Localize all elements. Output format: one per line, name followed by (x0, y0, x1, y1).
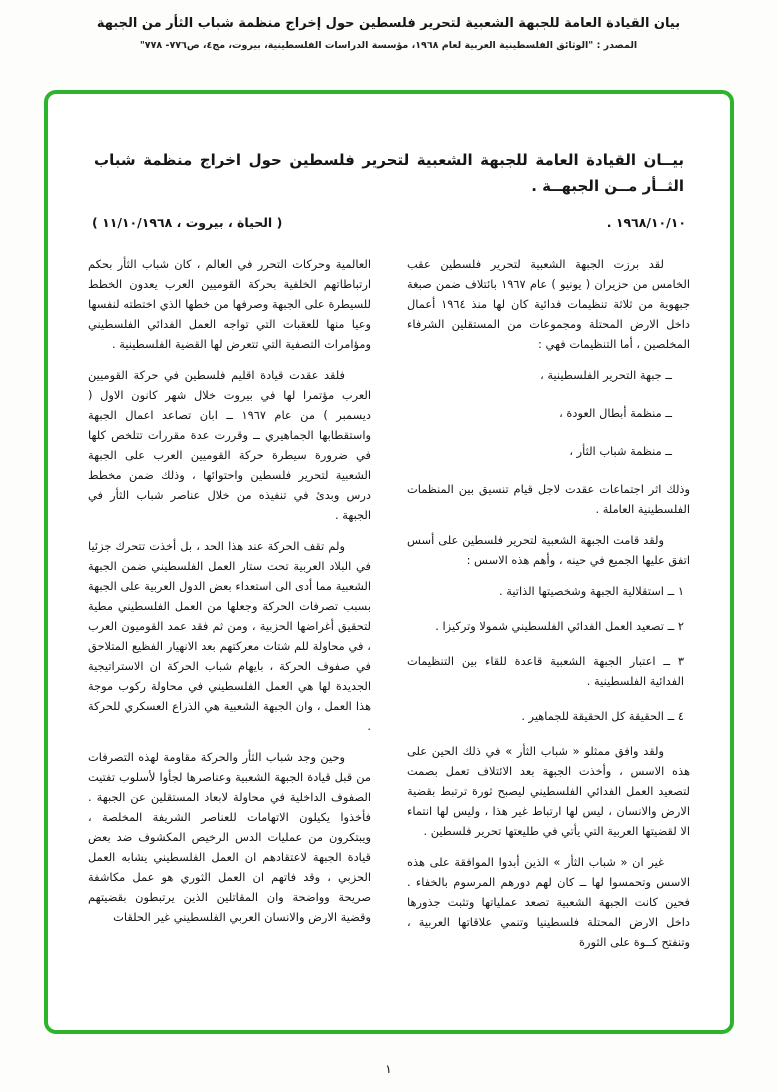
paragraph: ٢ ــ تصعيد العمل الفدائي الفلسطيني شمولا وتركيزا . (435, 619, 684, 633)
paragraph: ٤ ــ الحقيقة كل الحقيقة للجماهير . (521, 709, 684, 723)
paragraph: ــ جبهة التحرير الفلسطينية ، (540, 368, 672, 382)
document-heading: بيان القيادة العامة للجبهة الشعبية لتحرير فلسطين حول إخراج منظمة شباب الثأر من الجبهة (96, 16, 681, 31)
page-number: ١ (385, 1062, 392, 1076)
paragraph: ١ ــ استقلالية الجبهة وشخصيتها الذاتية . (498, 584, 684, 598)
document-body (88, 254, 690, 963)
paragraph: ٣ ــ اعتبار الجبهة الشعبية قاعدة للقاء بين التنظيمات الفدائية الفلسطينية . (407, 654, 684, 688)
paragraph: ولقد وافق ممثلو « شباب الثأر » في ذلك الحين على هذه الاسس ، وأخذت الجبهة بعد الائتلاف تعمل بصمت لتصعيد العمل الفدائي الفلسطيني ليصبح ثورة ترتبط بقضية الارض والانسان ، ليس لها ارتباط غير هذا ، وليس لها انتماء الا لقضيتها العربية التي يأتي في طليعتها تحرير فلسطين . (407, 744, 690, 838)
paragraph: فلقد عقدت قيادة اقليم فلسطين في حركة القوميين العرب مؤتمرا لها في بيروت خلال شهر كانون الاول ( ديسمبر ) من عام ١٩٦٧ ــ ابان تصاعد اعمال الجبهة واستقطابها الجماهيري ــ وقررت عدة مقررات تتلخص كلها في ضرورة سيطرة حركة القوميين العرب على الجبهة الشعبية لتحرير فلسطين واحتوائها ، وذلك ضمن مخطط درس وبدئ في تنفيذه من خلال عناصر شباب الثأر في الجبهة . (88, 368, 371, 522)
paragraph: ــ منظمة أبطال العودة ، (559, 406, 672, 420)
paragraph: وذلك اثر اجتماعات عقدت لاجل قيام تنسيق بين المنظمات الفلسطينية العاملة . (407, 482, 690, 516)
column-left (88, 254, 371, 963)
document-frame (44, 90, 734, 1034)
statement-date: ١٩٦٨/١٠/١٠ . (606, 215, 686, 230)
statement-title (94, 148, 684, 199)
date-row (92, 215, 686, 230)
page-header (0, 0, 777, 51)
paragraph: العالمية وحركات التحرر في العالم ، كان شباب الثأر بحكم ارتباطاتهم الخلفية بحركة القوميين العرب يعدون الخطط للسيطرة على الجبهة وصرفها من خطها الذي اختطته لنفسها وعيا منها للعقبات التي تواجه العمل الفدائي الفلسطيني ومؤامرات التصفية التي تتعرض لها القضية الفلسطينية . (88, 257, 371, 351)
paragraph: غير ان « شباب الثأر » الذين أبدوا الموافقة على هذه الاسس وتحمسوا لها ــ كان لهم دورهم المرسوم بالخفاء . فحين كانت الجبهة الشعبية تصعد عملياتها وتثبت جذورها داخل الارض المحتلة فلسطينيا وتنمي علاقاتها العربية ، وتنفتح كــوة على الثورة (407, 855, 690, 949)
statement-title-line2: الثــأر مــن الجبهــة . (531, 176, 684, 195)
column-right (407, 254, 690, 963)
publication-citation: ( الحياة ، بيروت ، ١١/١٠/١٩٦٨ ) (92, 215, 283, 230)
source-citation: المصدر : "الوثائق الفلسطينية العربية لعام ١٩٦٨، مؤسسة الدراسات الفلسطينية، بيروت، مج٤، ص٧٧٦- ٧٧٨" (139, 40, 638, 51)
statement-title-line1: بيــان القيادة العامة للجبهة الشعبية لتحرير فلسطين حول اخراج منظمة شباب (94, 151, 684, 169)
paragraph: ولقد قامت الجبهة الشعبية لتحرير فلسطين على أسس اتفق عليها الجميع في حينه ، وأهم هذه الاسس : (407, 533, 690, 567)
paragraph: ــ منظمة شباب الثأر ، (569, 444, 672, 458)
paragraph: لقد برزت الجبهة الشعبية لتحرير فلسطين عقب الخامس من حزيران ( يونيو ) عام ١٩٦٧ بائتلاف ضمن صبغة جبهوية من ثلاثة تنظيمات فدائية كان لها منذ ١٩٦٤ أعمال داخل الارض المحتلة ومجموعات من المستقلين الشرفاء المخلصين ، أما التنظيمات فهي : (407, 257, 690, 351)
paragraph: ولم تقف الحركة عند هذا الحد ، بل أخذت تتحرك جزئيا في البلاد العربية تحت ستار العمل الفلسطيني ضمن الجبهة الشعبية مما أدى الى استعداء بعض الدول العربية على الجبهة بسبب تصرفات الحركة وجعلها من العمل الفلسطيني مطية لتحقيق أغراضها الحزبية ، ومن ثم فقد عمد القوميون العرب ، في محاولة للم شتات معركتهم بعد الانهيار الفظيع المتلاحق في صفوف الحركة ، بايهام شباب الحركة ان الاستراتيجية الجديدة لها هي العمل الفلسطيني في محاولة ركوب موجة هذا العمل ، وان الجبهة الشعبية هي الذراع العسكري للحركة . (88, 539, 371, 733)
paragraph: وحين وجد شباب الثأر والحركة مقاومة لهذه التصرفات من قبل قيادة الجبهة الشعبية وعناصرها لجأوا لأسلوب تفتيت الصفوف الداخلية في محاولة لابعاد المستقلين عن الجبهة . فأخذوا يكيلون الاتهامات للعناصر الشريفة المخلصة ، ويبتكرون من عمليات الدس الرخيص المكشوف ضد بعض قيادة الجبهة لاعتقادهم ان العمل الفلسطيني يشابه العمل الحزبي ، وقد فاتهم ان العمل الثوري هو عمل مكاشفة صريحة وواضحة وان المقاتلين الذين يرتبطون بقضيتهم وقضية الارض والانسان العربي الفلسطيني غير الحلقات (88, 750, 371, 924)
